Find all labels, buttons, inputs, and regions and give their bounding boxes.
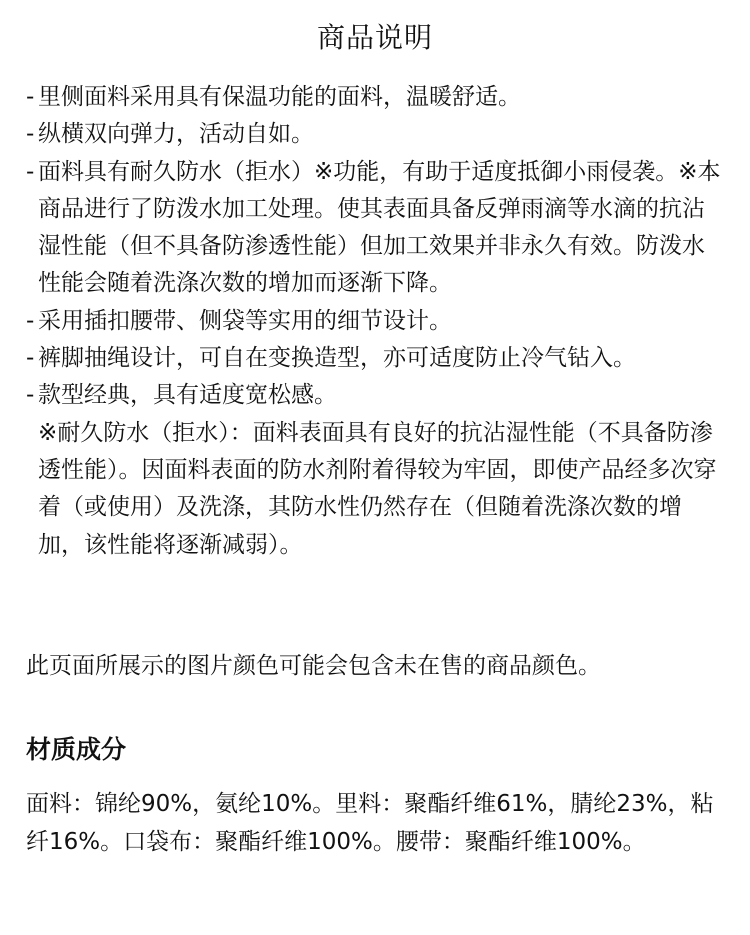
description-item-stretch: [26, 116, 726, 153]
color-notice: 此页面所展示的图片颜色可能会包含未在售的商品颜色。: [26, 653, 601, 679]
description-item-insulation: [26, 79, 726, 116]
material-composition: 面料：锦纶90%，氨纶10%。里料：聚酯纤维61%，腈纶23%，粘纤16%。口袋布：聚酯纤维100%。腰带：聚酯纤维100%。: [26, 791, 714, 855]
list-marker: -: [26, 121, 35, 148]
list-marker: -: [26, 84, 35, 110]
description-item-details: [26, 303, 726, 340]
description-item-water-repellent: [26, 154, 726, 303]
list-marker: -: [26, 345, 35, 372]
description-text: 里侧面料采用具有保温功能的面料，温暖舒适。: [38, 84, 521, 110]
list-marker: -: [26, 158, 35, 185]
list-marker: -: [26, 307, 35, 334]
list-marker: -: [26, 382, 35, 409]
description-item-drawstring: [26, 340, 726, 377]
description-text: 裤脚抽绳设计，可自在变换造型，亦可适度防止冷气钻入。: [38, 345, 636, 372]
description-text: 款型经典，具有适度宽松感。: [38, 382, 337, 409]
description-list: [26, 79, 726, 564]
description-text: 纵横双向弹力，活动自如。: [38, 121, 314, 148]
description-text: 面料具有耐久防水（拒水）※功能，有助于适度抵御小雨侵袭。※本商品进行了防泼水加工处理。使其表面具备反弹雨滴等水滴的抗沾湿性能（但不具备防渗透性能）但加工效果并非永久有效。防泼水性能会随着洗涤次数的增加而逐渐下降。: [38, 158, 721, 297]
description-text: 采用插扣腰带、侧袋等实用的细节设计。: [38, 307, 452, 334]
description-item-fit: [26, 377, 726, 414]
page-title: 商品说明: [316, 21, 433, 54]
material-section-title: 材质成分: [26, 735, 127, 764]
water-repellent-note: ※耐久防水（拒水）：面料表面具有良好的抗沾湿性能（不具备防渗透性能）。因面料表面的防水剂附着得较为牢固，即使产品经多次穿着（或使用）及洗涤，其防水性仍然存在（但随着洗涤次数的增加，该性能将逐渐减弱）。: [38, 419, 717, 558]
